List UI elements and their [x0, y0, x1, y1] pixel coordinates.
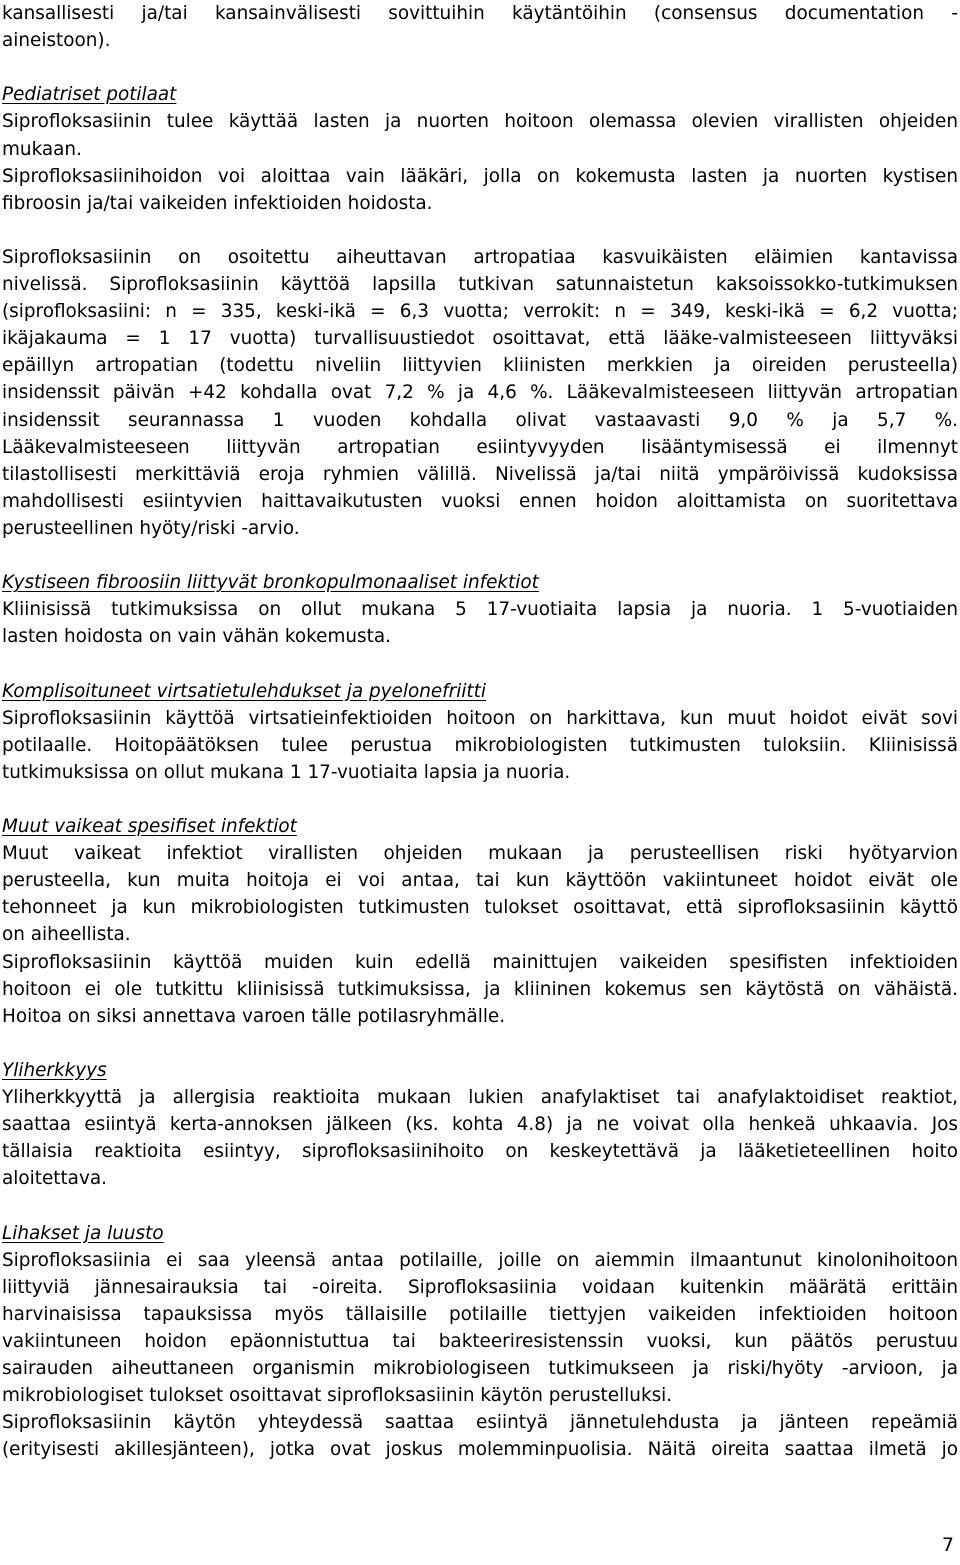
text-line: saattaa esiintyä kerta-annoksen jälkeen (ks. kohta 4.8) ja ne voivat olla henkeä uhkaavia. Jos [2, 1114, 958, 1136]
section-heading: Kystiseen fibroosiin liittyvät bronkopulmonaaliset infektiot [2, 572, 539, 594]
text-line: aineistoon). [2, 30, 111, 52]
text-line: Lääkevalmisteeseen liittyvän artropatian esiintyvyyden lisääntymisessä ei ilmennyt [2, 436, 958, 458]
text-line: tutkimuksissa on ollut mukana 1 17-vuotiaita lapsia ja nuoria. [2, 761, 571, 783]
text-line: vakiintuneen hoidon epäonnistuttua tai bakteeriresistenssin vuoksi, kun päätös perustuu [2, 1330, 958, 1352]
text-line: insidenssit seurannassa 1 vuoden kohdalla olivat vastaavasti 9,0 % ja 5,7 %. [2, 409, 958, 431]
blank-line [2, 786, 958, 813]
text-line: nivelissä. Siprofloksasiinin käyttöä lapsilla tutkivan satunnaistetun kaksoissokko-tutkimuksen [2, 274, 958, 295]
text-line: hoitoon ei ole tutkittu kliinisissä tutkimuksissa, ja kliininen kokemus sen käytöstä on vähäistä. [2, 978, 958, 1000]
text-line: insidenssit päivän +42 kohdalla ovat 7,2 % ja 4,6 %. Lääkevalmisteeseen liittyvän artropatian [2, 382, 958, 404]
text-line: potilaalle. Hoitopäätöksen tulee perustua mikrobiologisten tutkimusten tuloksiin. Kliinisissä [2, 734, 958, 756]
section-heading: Pediatriset potilaat [2, 84, 177, 106]
text-line: fibroosin ja/tai vaikeiden infektioiden hoidosta. [2, 192, 433, 214]
text-line: (erityisesti akillesjänteen), jotka ovat joskus molemminpuolisia. Näitä oireita saattaa ilmetä jo [2, 1439, 958, 1461]
blank-line [2, 542, 958, 569]
text-line: perusteella, kun muita hoitoja ei voi antaa, tai kun käyttöön vakiintuneet hoidot eivät ole [2, 870, 958, 892]
blank-line [2, 1192, 958, 1219]
text-line: tällaisia reaktioita esiintyy, siprofloksasiinihoito on keskeytettävä ja lääketieteellinen hoito [2, 1141, 958, 1163]
text-line: kansallisesti ja/tai kansainvälisesti sovittuihin käytäntöihin (consensus documentation - [2, 3, 958, 24]
text-line: mikrobiologiset tulokset osoittavat siprofloksasiinin käytön perustelluksi. [2, 1385, 673, 1407]
text-line: Yliherkkyyttä ja allergisia reaktioita mukaan lukien anafylaktiset tai anafylaktoidiset reaktiot, [2, 1087, 958, 1108]
page-number: 7 [941, 1534, 954, 1556]
text-line: Siprofloksasiinin on osoitettu aiheuttavan artropatiaa kasvuikäisten eläimien kantavissa [2, 246, 958, 268]
text-line: aloitettava. [2, 1168, 107, 1190]
text-line: Siprofloksasiinin käyttöä muiden kuin edellä mainittujen vaikeiden spesifisten infektioiden [2, 951, 958, 973]
section-heading: Yliherkkyys [2, 1059, 107, 1081]
text-line: (siprofloksasiini: n = 335, keski-ikä = 6,3 vuotta; verrokit: n = 349, keski-ikä = 6,2 vuotta; [2, 301, 958, 323]
text-line: Kliinisissä tutkimuksissa on ollut mukana 5 17-vuotiaita lapsia ja nuoria. 1 5-vuotiaiden [2, 599, 958, 621]
blank-line [2, 217, 958, 244]
section-heading: Lihakset ja luusto [2, 1222, 164, 1244]
text-line: ikäjakauma = 1 17 vuotta) turvallisuustiedot osoittavat, että lääke-valmisteeseen liittyväksi [2, 328, 958, 350]
section-heading: Muut vaikeat spesifiset infektiot [2, 816, 297, 837]
text-line: tilastollisesti merkittäviä eroja ryhmien välillä. Nivelissä ja/tai niitä ympäröivissä kudoksissa [2, 463, 958, 485]
text-line: Siprofloksasiinin käyttöä virtsatieinfektioiden hoitoon on harkittava, kun muut hoidot eivät sovi [2, 707, 958, 729]
text-line: mukaan. [2, 138, 82, 160]
text-line: Hoitoa on siksi annettava varoen tälle potilasryhmälle. [2, 1005, 506, 1027]
text-line: epäillyn artropatian (todettu niveliin liittyvien kliinisten merkkien ja oireiden perusteella) [2, 355, 958, 377]
blank-line [2, 650, 958, 677]
text-line: on aiheellista. [2, 924, 131, 946]
text-line: Siprofloksasiinin tulee käyttää lasten ja nuorten hoitoon olemassa olevien virallisten ohjeiden [2, 111, 958, 133]
text-line: Siprofloksasiinihoidon voi aloittaa vain lääkäri, jolla on kokemusta lasten ja nuorten kystisen [2, 165, 958, 187]
text-line: lasten hoidosta on vain vähän kokemusta. [2, 626, 391, 648]
text-line: perusteellinen hyöty/riski -arvio. [2, 517, 300, 539]
text-line: mahdollisesti esiintyvien haittavaikutusten vuoksi ennen hoidon aloittamista on suoritettava [2, 490, 958, 512]
text-line: tehonneet ja kun mikrobiologisten tutkimusten tulokset osoittavat, että siprofloksasiinin käyttö [2, 897, 958, 919]
blank-line [2, 1030, 958, 1057]
text-line: Muut vaikeat infektiot virallisten ohjeiden mukaan ja perusteellisen riski hyötyarvion [2, 843, 958, 865]
text-line: liittyviä jännesairauksia tai -oireita. Siprofloksasiinia voidaan kuitenkin määrätä erittäin [2, 1276, 958, 1298]
text-line: Siprofloksasiinin käytön yhteydessä saattaa esiintyä jännetulehdusta ja jänteen repeämiä [2, 1412, 958, 1434]
section-heading: Komplisoituneet virtsatietulehdukset ja pyelonefriitti [2, 680, 486, 702]
text-line: sairauden aiheuttaneen organismin mikrobiologiseen tutkimukseen ja riski/hyöty -arvioon, ja [2, 1358, 958, 1379]
text-line: Siprofloksasiinia ei saa yleensä antaa potilaille, joille on aiemmin ilmaantunut kinolonihoitoon [2, 1249, 958, 1271]
blank-line [2, 54, 958, 81]
text-line: harvinaisissa tapauksissa myös tällaisille potilaille tiettyjen vaikeiden infektioiden hoitoon [2, 1303, 958, 1325]
